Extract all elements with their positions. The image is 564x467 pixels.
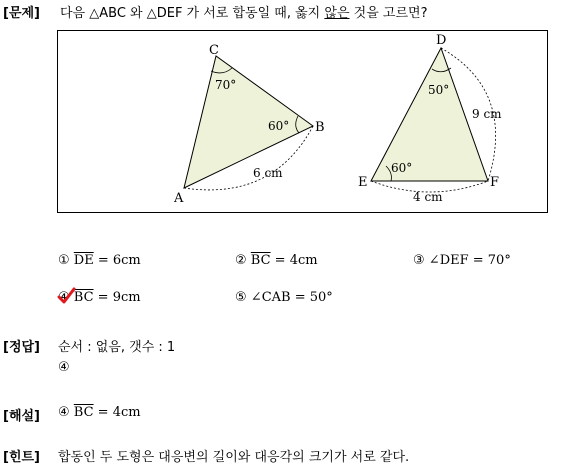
explanation-text <box>58 405 141 420</box>
problem-text-before: 다음 △ABC 와 △DEF 가 서로 합동일 때, 옳지 <box>60 6 325 21</box>
side-ab-label: 6 cm <box>253 166 283 180</box>
triangle-figure <box>58 31 549 214</box>
choice-1[interactable] <box>58 253 141 268</box>
label-d: D <box>436 33 447 48</box>
choice-2-num: ② <box>235 253 247 268</box>
choice-2-overline: $\overline{BC}$ <box>250 253 271 268</box>
choice-3[interactable] <box>413 253 511 268</box>
side-ef-label: 4 cm <box>413 190 443 204</box>
triangle-def <box>371 48 488 181</box>
answer-tag: [정답] <box>3 340 40 355</box>
choice-2[interactable] <box>235 253 318 268</box>
hint-tag: [힌트] <box>3 450 40 465</box>
choice-3-rest: ∠DEF = 70° <box>428 253 511 268</box>
answer-line2: ④ <box>58 360 70 375</box>
choice-5-num: ⑤ <box>235 290 247 305</box>
choice-4-overline: $\overline{BC}$ <box>73 290 94 305</box>
label-e: E <box>358 175 368 190</box>
angle-e-label: 60° <box>391 161 413 175</box>
problem-tag: [문제] <box>3 6 40 21</box>
choice-4[interactable] <box>58 290 141 305</box>
choice-1-rest: = 6cm <box>93 253 141 268</box>
figure-box <box>57 30 548 213</box>
label-c: C <box>209 43 219 58</box>
explanation-rest: = 4cm <box>93 405 141 420</box>
angle-d-label: 50° <box>428 83 450 97</box>
triangle-abc <box>184 56 313 188</box>
problem-text <box>60 2 427 21</box>
explanation-overline: $\overline{BC}$ <box>73 405 94 420</box>
explanation-num: ④ <box>58 405 70 420</box>
choice-1-num: ① <box>58 253 70 268</box>
choice-4-num: ④ <box>58 290 74 305</box>
label-a: A <box>174 191 184 206</box>
choice-5[interactable] <box>235 290 333 305</box>
problem-text-after: 것을 고르면? <box>349 6 428 21</box>
choice-1-overline: $\overline{DE}$ <box>73 253 94 268</box>
label-b: B <box>315 120 325 135</box>
choice-2-rest: = 4cm <box>270 253 318 268</box>
angle-c-label: 70° <box>215 78 237 92</box>
check-mark-icon <box>56 287 76 305</box>
choice-5-rest: ∠CAB = 50° <box>250 290 333 305</box>
choice-4-rest: = 9cm <box>93 290 141 305</box>
choice-3-num: ③ <box>413 253 425 268</box>
answer-line1: 순서 : 없음, 갯수 : 1 <box>58 340 176 355</box>
angle-b-label: 60° <box>268 119 290 133</box>
problem-text-underlined: 않은 <box>324 6 350 21</box>
side-df-label: 9 cm <box>472 107 502 121</box>
hint-text: 합동인 두 도형은 대응변의 길이와 대응각의 크기가 서로 같다. <box>58 450 410 465</box>
explanation-tag: [해설] <box>3 409 40 424</box>
label-f: F <box>490 175 500 190</box>
